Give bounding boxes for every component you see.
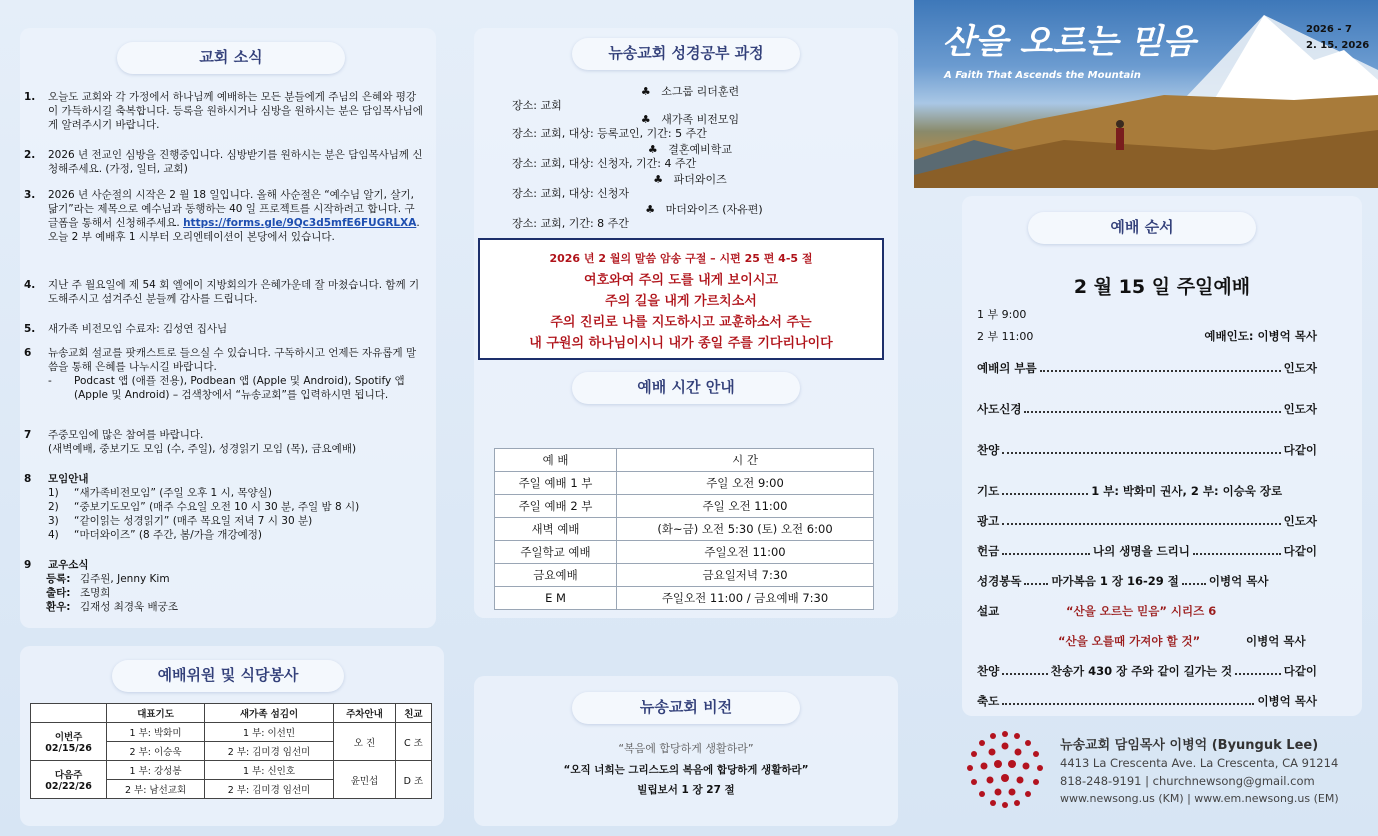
order-item: 광고 인도자 <box>977 514 1317 528</box>
table-row: 주일 예배 1 부 주일 오전 9:00 <box>495 472 874 495</box>
service-heading: 2 월 15 일 주일예배 <box>1073 276 1251 298</box>
order-item: 축도 이병억 목사 <box>977 694 1317 708</box>
church-logo <box>962 726 1048 812</box>
service-time-2: 2 부 11:00 <box>977 330 1034 343</box>
cover-title: 산을 오르는 믿음 <box>942 22 1196 62</box>
news-title: 교회 소식 <box>117 42 345 74</box>
table-row: 주일 예배 2 부 주일 오전 11:00 <box>495 495 874 518</box>
sermon-series: “산을 오르는 믿음” 시리즈 6 <box>1066 604 1217 618</box>
news-item-5: 5. 새가족 비전모임 수료자: 김성연 집사님 <box>24 323 228 335</box>
vision-reference: 빌립보서 1 장 27 절 <box>637 784 735 796</box>
order-item: 찬양 다같이 <box>977 443 1317 457</box>
worship-leader: 예배인도: 이병억 목사 <box>1204 329 1317 343</box>
news-item-7: 7 주중모임에 많은 참여를 바랍니다. (새벽예배, 중보기도 모임 (수, 주일), 성경읽기 모임 (목), 금요예배) <box>24 429 357 455</box>
usher-table: 대표기도 새가족 섬김이 주차안내 친교 이번주 02/15/26 1 부: 박화미 1 부: 이선민 오 진 C 조 2 부: 이승욱 2 부: 김미경 임선미 다음주 02/22/26 1 부: 강성봉 1 부: 신인호 윤민섭 D 조 2 부: 남선교회 2 부: 김미경 임선미 <box>30 703 432 799</box>
table-row: 주일학교 예배 주일오전 11:00 <box>495 541 874 564</box>
course-small-group: 소그룹 리더훈련 <box>661 85 740 98</box>
vision-motto: “복음에 합당하게 생활하라” <box>618 742 754 755</box>
church-contact[interactable]: 818-248-9191 | churchnewsong@gmail.com <box>1060 774 1315 788</box>
service-time-1: 1 부 9:00 <box>977 308 1027 321</box>
course-newcomer: 새가족 비전모임 <box>661 113 740 126</box>
order-item: 헌금 나의 생명을 드리니 다같이 <box>977 544 1317 558</box>
sermon-preacher: 이병억 목사 <box>1246 634 1306 648</box>
vision-title: 뉴송교회 비전 <box>572 692 800 724</box>
service-times-table: 예 배 시 간 주일 예배 1 부 주일 오전 9:00 주일 예배 2 부 주일 오전 11:00 새벽 예배 (화~금) 오전 5:30 (토) 오전 6:00 주일학교 예배 주일오전 11:00 금요예배 금요일저녁 7:30 E M 주일오전 11:00 / 금요예배 7:30 <box>494 448 874 610</box>
course-marriage: 결혼예비학교 <box>668 143 733 156</box>
signup-link[interactable]: https://forms.gle/9Qc3d5mfE6FUGRLXA <box>183 217 417 229</box>
order-item: 기도 1 부: 박화미 권사, 2 부: 이승욱 장로 <box>977 484 1283 498</box>
course-fatherwise: 파더와이즈 <box>673 173 727 186</box>
news-item-1: 1. 오늘도 교회와 각 가정에서 하나님께 예배하는 모든 분들에게 주님의 은혜와 평강이 가득하시길 축복합니다. 등록을 원하시거나 심방을 원하시는 분은 담임목사님에게 알려주시기 바랍니다. <box>24 91 423 131</box>
news-item-9: 9 교우소식 등록: 김주원, Jenny Kim 출타: 조명희 환우: 김재성 최경욱 배궁조 <box>24 559 178 613</box>
news-item-3: 3. 2026 년 사순절의 시작은 2 월 18 일입니다. 올해 사순절은 “예수님 알기, 살기, 닮기”라는 제목으로 예수님과 동행하는 40 일 프로젝트를 시작하려고 합니다. 구글폼을 통해서 신청해주세요. https://forms.gle/9Qc3d5mfE6FUGRLXA. 오늘 2 부 예배후 1 시부터 오리엔테이션이 본당에서 있습니다. <box>24 189 420 243</box>
usher-title: 예배위원 및 식당봉사 <box>112 660 344 692</box>
cover-image <box>914 0 1378 188</box>
bulletin-page: 교회 소식 1. 오늘도 교회와 각 가정에서 하나님께 예배하는 모든 분들에게 주님의 은혜와 평강이 가득하시길 축복합니다. 등록을 원하시거나 심방을 원하시는 분은 담임목사님에게 알려주시기 바랍니다. 2. 2026 년 전교인 심방을 진행중입니다. 심방받기를 원하시는 분은 담임목사님께 신청해주세요. (가정, 일터, 교회) 3. 2026 년 사순절의 시작은 2 월 18 일입니다. 올해 사순절은 “예수님 알기, 살기, 닮기”라는 제목으로 예수님과 동행하는 40 일 프로젝트를 시작하려고 합니다. 구글폼을 통해서 신청해주세요. https://forms.gle/9Qc3d5mfE6FUGRLXA. 오늘 2 부 예배후 1 시부터 오리엔테이션이 본당에서 있습니다. 4. 지난 주 월요일에 제 54 회 엘에이 지방회의가 은혜가운데 잘 마쳤습니다. 함께 기도해주시고 섬겨주신 분들께 감사를 드립니다. 5. 새가족 비전모임 수료자: 김성연 집사님 6 뉴송교회 설교를 팟캐스트로 들으실 수 있습니다. 구독하시고 언제든 자유롭게 말씀을 통해 은혜를 나누시길 바랍니다. - Podcast 앱 (애플 전용), Podbean 앱 (Apple 및 Android), Spotify 앱 (Apple 및 Android) – 검색창에서 “뉴송교회”를 입력하시면 됩니다. 7 주중모임에 많은 참여를 바랍니다. (새벽예배, 중보기도 모임 (수, 주일), 성경읽기 모임 (목), 금요예배) 8 모임안내 1) “새가족비전모임” (주일 오후 1 시, 목양실) 2) “중보기도모임” (매주 수요일 오전 10 시 30 분, 주일 밤 8 시) 3) “같이읽는 성경읽기” (매주 목요일 저녁 7 시 30 분) 4) “마더와이즈” (8 주간, 봄/가을 개강예정) 9 교우소식 등록: 김주원, Jenny Kim 출타: 조명희 환우: 김재성 최경욱 배궁조 예배위원 및 식당봉사 대표기도 새가족 섬김이 주차안내 친교 이번주 02/15/26 1 부: 박화미 1 부: 이선민 오 진 C 조 2 부: 이승욱 2 부: 김미경 임선미 다음주 02/22/26 1 부: 강성봉 1 부: 신인호 윤민섭 D 조 2 부: 남선교회 2 부: 김미경 임선미 뉴송교회 성경공부 과정 ♣ 소그룹 리더훈련 장소: 교회 ♣ 새가족 비전모임 장소: 교회, 대상: 등록교인, 기간: 5 주간 ♣ 결혼예비학교 장소: 교회, 대상: 신청자, 기간: 4 주간 ♣ 파더와이즈 장소: 교회, 대상: 신청자 ♣ 마더와이즈 (자유편) 장소: 교회, 기간: 8 주간 2026 년 2 월의 말씀 암송 구절 – 시편 25 편 4-5 절 여호와여 주의 도를 내게 보이시고 주의 길을 내게 가르치소서 주의 진리로 나를 지도하시고 교훈하소서 주는 내 구원의 하나님이시니 내가 종일 주를 기다리나이다 예배 시간 안내 예 배 시 간 주일 예배 1 부 주일 오전 9:00 주일 예배 2 부 주일 오전 11:00 새벽 예배 (화~금) 오전 5:30 (토) 오전 6:00 주일학교 예배 주일오전 11:00 금요예배 금요일저녁 7:30 E M 주일오전 11:00 / 금요예배 7:30 뉴송교회 비전 “복음에 합당하게 생활하라” “오직 너희는 그리스도의 복음에 합당하게 생활하라” 빌립보서 1 장 27 절 산을 오르는 믿음 A Faith That Ascends the Mountain 2026 - 7 2. 15. 2026 예배 순서 2 월 15 일 주일예배 1 부 9:00 2 부 11:00 예배인도: 이병억 목사 예배의 부름 인도자 사도신경 인도자 찬양 다같이 기도 1 부: 박화미 권사, 2 부: 이승욱 장로 광고 인도자 헌금 나의 생명을 드리니 다같이 성경봉독 마가복음 1 장 16-29 절 이병억 목사 설교 “산을 오르는 믿음” 시리즈 6 “산을 오를때 가져야 할 것” 이병억 목사 찬양 찬송가 430 장 주와 같이 길가는 것 다같이 축도 이병억 목사 뉴송교회 담임목사 이병억 (Byunguk Lee) 4413 La Crescenta Ave. La Crescenta, CA 91214 818-248-9191 | churchnewsong@gmail.com www.newsong.us (KM) | www.em.newsong.us (EM) <box>0 0 1378 836</box>
church-address: 4413 La Crescenta Ave. La Crescenta, CA 91214 <box>1060 756 1339 770</box>
news-item-2: 2. 2026 년 전교인 심방을 진행중입니다. 심방받기를 원하시는 분은 담임목사님께 신청해주세요. (가정, 일터, 교회) <box>24 149 423 175</box>
study-title: 뉴송교회 성경공부 과정 <box>572 38 800 70</box>
table-row: 새벽 예배 (화~금) 오전 5:30 (토) 오전 6:00 <box>495 518 874 541</box>
sermon-title: “산을 오를때 가져야 할 것” <box>1058 634 1201 648</box>
news-item-4: 4. 지난 주 월요일에 제 54 회 엘에이 지방회의가 은혜가운데 잘 마쳤습니다. 함께 기도해주시고 섬겨주신 분들께 감사를 드립니다. <box>24 279 420 305</box>
order-item: 사도신경 인도자 <box>977 402 1317 416</box>
church-websites[interactable]: www.newsong.us (KM) | www.em.newsong.us (EM) <box>1060 792 1339 805</box>
news-item-6: 6 뉴송교회 설교를 팟캐스트로 들으실 수 있습니다. 구독하시고 언제든 자유롭게 말씀을 통해 은혜를 나누시길 바랍니다. - Podcast 앱 (애플 전용), Podbean 앱 (Apple 및 Android), Spotify 앱 (Apple 및 Android) – 검색창에서 “뉴송교회”를 입력하시면 됩니다. <box>24 347 417 401</box>
course-motherwise: 마더와이즈 (자유편) <box>665 203 763 216</box>
issue-date: 2. 15. 2026 <box>1306 40 1370 51</box>
sermon-label: 설교 <box>977 604 1000 618</box>
table-row: 금요예배 금요일저녁 7:30 <box>495 564 874 587</box>
times-title: 예배 시간 안내 <box>572 372 800 404</box>
table-row: 이번주 02/15/26 <box>31 723 107 761</box>
order-item: 성경봉독 마가복음 1 장 16-29 절 이병억 목사 <box>977 574 1269 588</box>
news-item-8: 8 모임안내 1) “새가족비전모임” (주일 오후 1 시, 목양실) 2) “중보기도모임” (매주 수요일 오전 10 시 30 분, 주일 밤 8 시) 3) “같이읽는 성경읽기” (매주 목요일 저녁 7 시 30 분) 4) “마더와이즈” (8 주간, 봄/가을 개강예정) <box>24 473 360 541</box>
issue-number: 2026 - 7 <box>1306 24 1352 35</box>
order-title: 예배 순서 <box>1028 212 1256 244</box>
table-row: 다음주 02/22/26 <box>31 761 107 799</box>
cover-subtitle: A Faith That Ascends the Mountain <box>944 70 1141 81</box>
order-item: 찬양 찬송가 430 장 주와 같이 길가는 것 다같이 <box>977 664 1318 678</box>
vision-verse: “오직 너희는 그리스도의 복음에 합당하게 생활하라” <box>563 764 809 776</box>
pastor-name: 뉴송교회 담임목사 이병억 (Byunguk Lee) <box>1060 738 1319 753</box>
order-item: 예배의 부름 인도자 <box>977 361 1317 375</box>
table-row: E M 주일오전 11:00 / 금요예배 7:30 <box>495 587 874 610</box>
memory-verse-box: 2026 년 2 월의 말씀 암송 구절 – 시편 25 편 4-5 절 여호와여 주의 도를 내게 보이시고 주의 길을 내게 가르치소서 주의 진리로 나를 지도하시고 교훈하소서 주는 내 구원의 하나님이시니 내가 종일 주를 기다리나이다 <box>478 238 884 360</box>
